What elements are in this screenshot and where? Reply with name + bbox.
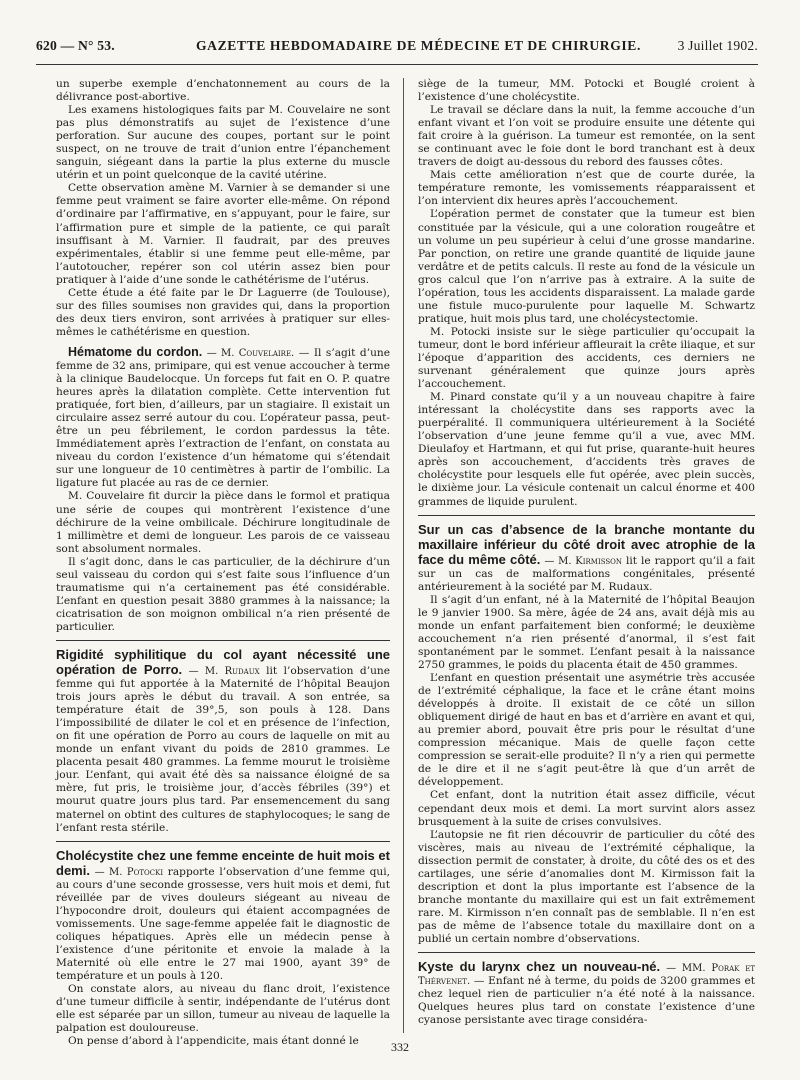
running-header [36, 38, 758, 62]
paragraph: lit le rapport qu’il a fait sur un cas de malformations congénitales, présenté antérieurement à la société par M. Rudaux. [418, 554, 756, 593]
paragraph: Les examens histologiques faits par M. Couvelaire ne sont pas plus démonstratifs au sujet de l’existence d’une perforation. Sur aucune des coupes, portant sur le point suspect, on ne trouve de trait d’union entre l’épanchement sanguin, siégeant dans la partie la plus externe du muscle utérin et un point quelconque de la cavité utérine. [56, 104, 390, 182]
paragraph: Il s’agit donc, dans le cas particulier, de la déchirure d’un seul vaisseau du cordon qui s’est faite sous l’influence d’un traumatisme qui n’a certainement pas été considérable. L’enfant en question pesait 3880 grammes à la naissance; la cicatrisation de son moignon ombilical n’a rien présenté de particulier. [56, 555, 390, 633]
paragraph: L’autopsie ne fit rien découvrir de particulier du côté des viscères, mais au niveau de l’extrémité céphalique, la dissection permit de constater, à droite, du côté des os et des cartilages, une série d’anomalies dont M. Kirmisson fait la description et dont la plus importante est l’absence de la branche montante du maxillaire qui est un fait extrêmement rare. M. Kirmisson n’en connaît pas de semblable. Il n’en est pas de même de l’absence totale du maxillaire dont on a publié un certain nombre d’observations. [418, 828, 755, 945]
page-number: 620 — N° 53. [36, 38, 115, 53]
section-title: Hématome du cordon. [68, 344, 203, 359]
paragraph: lit l’observation d’une femme qui fut apportée à la Maternité de l’hôpital Beaujon trois jours après le début du travail. A son entrée, sa température était de 39°,5, son pouls à 128. Dans l’impossibilité de dilater le col et en présence de l’infection, on fit une opération de Porro au cours de laquelle on mit au monde un enfant vivant du poids de 2810 grammes. Le placenta pesait 480 grammes. La femme mourut le troisième jour. L’enfant, qui avait été dès sa naissance éloigné de sa mère, fut pris, le troisième jour, d’accès fébriles (39°) et mourut quatre jours plus tard. Par ensemencement du sang maternel on obtint des cultures de staphylocoques; le sang de l’enfant resta stérile. [56, 665, 390, 834]
issue-date: 3 Juillet 1902. [677, 38, 758, 53]
folio-number: 332 [391, 1040, 409, 1054]
left-column [56, 78, 391, 1048]
journal-title: GAZETTE HEBDOMADAIRE DE MÉDECINE ET DE CHIRURGIE. [196, 38, 641, 53]
paragraph: M. Couvelaire fit durcir la pièce dans le formol et pratiqua une série de coupes qui montrèrent l’existence d’une déchirure de la veine ombilicale. Déchirure longitudinale de 1 millimètre et demi de longueur. Les parois de ce vaisseau sont absolument normales. [56, 490, 390, 555]
header-rule [36, 64, 758, 65]
paragraph: Mais cette amélioration n’est que de courte durée, la température remonte, les vomissements réapparaissent et l’on intervient dix heures après l’accouchement. [418, 169, 755, 208]
paragraph: Cette observation amène M. Varnier à se demander si une femme peut vraiment se faire avorter elle-même. On répond d’ordinaire par l’affirmative, en s’appuyant, pour le faire, sur l’affirmation pure et simple de la patiente, ce qui paraît insuffisant à M. Varnier. Il faudrait, par des preuves expérimentales, établir si une femme peut elle-même, par l’autotoucher, repérer son col utérin assez bien pour pratiquer à l’aide d’une sonde le cathétérisme de l’utérus. [56, 182, 390, 286]
section-title: Sur un cas d’absence de la branche montante du maxillaire inférieur du côté droit avec atrophie de la face du même côté. [418, 521, 755, 567]
paragraph: rapporte l’observation d’une femme qui, au cours d’une seconde grossesse, vers huit mois et demi, fut réveillée par de vives douleurs siégeant au niveau de l’hypocondre droit, douleurs qui étaient accompagnées de vomissements. Une sage-femme appelée fait le diagnostic de coliques hépatiques. Après elle un médecin pense à l’existence d’une péritonite et envoie la malade à la Maternité où elle entre le 27 mai 1900, ayant 39° de température et un pouls à 120. [56, 865, 391, 983]
section-title: Kyste du larynx chez un nouveau-né. [418, 959, 661, 975]
section-author: — M. Kirmisson [544, 555, 623, 567]
section-absence-maxillaire [418, 523, 755, 947]
section-author: — MM. Porak et Thérvenet. [418, 963, 755, 988]
section-kyste-larynx [418, 960, 755, 1027]
section-separator [56, 841, 390, 842]
paragraph: L’enfant en question présentait une asymétrie très accusée de l’extrémité céphalique, la face et le crâne étant moins développés à droite. Il existait de ce côté un sillon obliquement dirigé de haut en bas et d’arrière en avant et qui, au premier abord, pouvait être pris pour le résultat d’une compression mécanique. Mais de quelle façon cette compression se serait-elle produite? Il n’y a rien qui permette de le dire et il ne s’agit peut-être là que d’un arrêt de développement. [418, 672, 755, 789]
paragraph: — Enfant né à terme, du poids de 3200 grammes et chez lequel rien de particulier n’a été noté à la naissance. Quelques heures plus tard on constate l’existence d’une cyanose persistante avec tirage considéra- [418, 975, 755, 1027]
paragraph: siège de la tumeur, MM. Potocki et Bouglé croient à l’existence d’une cholécystite. [418, 78, 755, 104]
paragraph: — Il s’agit d’une femme de 32 ans, primipare, qui est venue accoucher à terme à la clinique Baudelocque. Un forceps fut fait en O. P. quatre heures après la dilatation complète. Cette intervention fut pratiquée, fort bien, d’ailleurs, par un stagiaire. Il existait un circulaire assez serré autour du cou. L’opérateur passa, peut-être un peu fébrilement, le cordon pardessus la tête. Immédiatement après l’extraction de l’enfant, on constata au niveau du cordon l’existence d’un hématome qui s’étendait sur une longueur de 10 centimètres à partir de l’ombilic. La ligature fut placée au ras de ce dernier. [56, 346, 390, 490]
right-column [418, 78, 755, 1038]
section-author: — M. Potocki [94, 866, 164, 878]
paragraph: M. Potocki insiste sur le siège particulier qu’occupait la tumeur, dont le bord inférieur affleurait la crête iliaque, et sur l’époque d’apparition des accidents, ces derniers ne survenant généralement que quinze jours après l’accouchement. [418, 325, 755, 391]
paragraph: Le travail se déclare dans la nuit, la femme accouche d’un enfant vivant et l’on voit se produire ensuite une détente qui fait croire à la guérison. La tumeur est remontée, on la sent se continuant avec le foie dont le bord tranchant est à deux travers de doigt au-dessous du rebord des fausses côtes. [418, 104, 755, 169]
paragraph: M. Pinard constate qu’il y a un nouveau chapitre à faire intéressant la cholécystite dans ses rapports avec la puerpéralité. Il communiquera ultérieurement à la Société l’observation d’une jeune femme qu’il a vue, avec MM. Dieulafoy et Hartmann, et qui fut prise, quarante-huit heures après son accouchement, d’accidents très graves de cholécystite pour lesquels elle fut opérée, avec plein succès, le dixième jour. La vésicule contenait un calcul énorme et 400 grammes de liquide purulent. [418, 391, 755, 508]
section-author: — M. Rudaux [188, 666, 260, 678]
paragraph: un superbe exemple d’enchatonnement au cours de la délivrance post-abortive. [56, 78, 390, 104]
section-cholecystite [56, 849, 390, 1049]
paragraph: Il s’agit d’un enfant, né à la Maternité de l’hôpital Beaujon le 9 janvier 1900. Sa mère, âgée de 24 ans, avait déjà mis au monde un enfant parfaitement bien conformé; le deuxième accouchement n’a rien présenté d’anormal, il s’est fait spontanément par le sommet. L’enfant pesait à la naissance 2750 grammes, le poids du placenta était de 450 grammes. [418, 593, 755, 672]
paragraph: Cet enfant, dont la nutrition était assez difficile, vécut cependant deux mois et demi. La mort survint alors assez brusquement à la suite de crises convulsives. [418, 789, 755, 828]
section-hematome [56, 346, 390, 634]
column-divider [403, 78, 404, 1033]
section-title: Rigidité syphilitique du col ayant nécessité une opération de Porro. [56, 646, 390, 678]
paragraph: On pense d’abord à l’appendicite, mais étant donné le [68, 1035, 359, 1048]
section-separator [418, 515, 755, 516]
paragraph: Cette étude a été faite par le Dr Laguerre (de Toulouse), sur des filles soumises non gravides qui, dans la proportion des deux tiers environ, sont arrivées à pratiquer sur elles-mêmes le cathétérisme en question. [56, 286, 390, 338]
section-separator [418, 952, 755, 953]
section-rigidite [56, 648, 390, 835]
section-author: — M. Couvelaire. [206, 347, 295, 359]
section-separator [56, 640, 390, 641]
paragraph: L’opération permet de constater que la tumeur est bien constituée par la vésicule, qui a une coloration rougeâtre et un volume un peu supérieur à celui d’une grosse mandarine. Par ponction, on retire une grande quantité de liquide jaune verdâtre et de petits calculs. Il reste au fond de la vésicule un gros calcul que l’on n’arrive pas à extraire. A la suite de l’opération, tous les accidents disparaissent. La malade garde une fistule muco-purulente pour laquelle M. Schwartz pratique, huit mois plus tard, une cholécystectomie. [418, 208, 755, 325]
paragraph: On constate alors, au niveau du flanc droit, l’existence d’une tumeur difficile à sentir, indépendante de l’utérus dont elle est séparée par un sillon, tumeur au niveau de laquelle la palpation est douloureuse. [56, 983, 390, 1035]
section-title: Cholécystite chez une femme enceinte de huit mois et demi. [56, 847, 390, 878]
